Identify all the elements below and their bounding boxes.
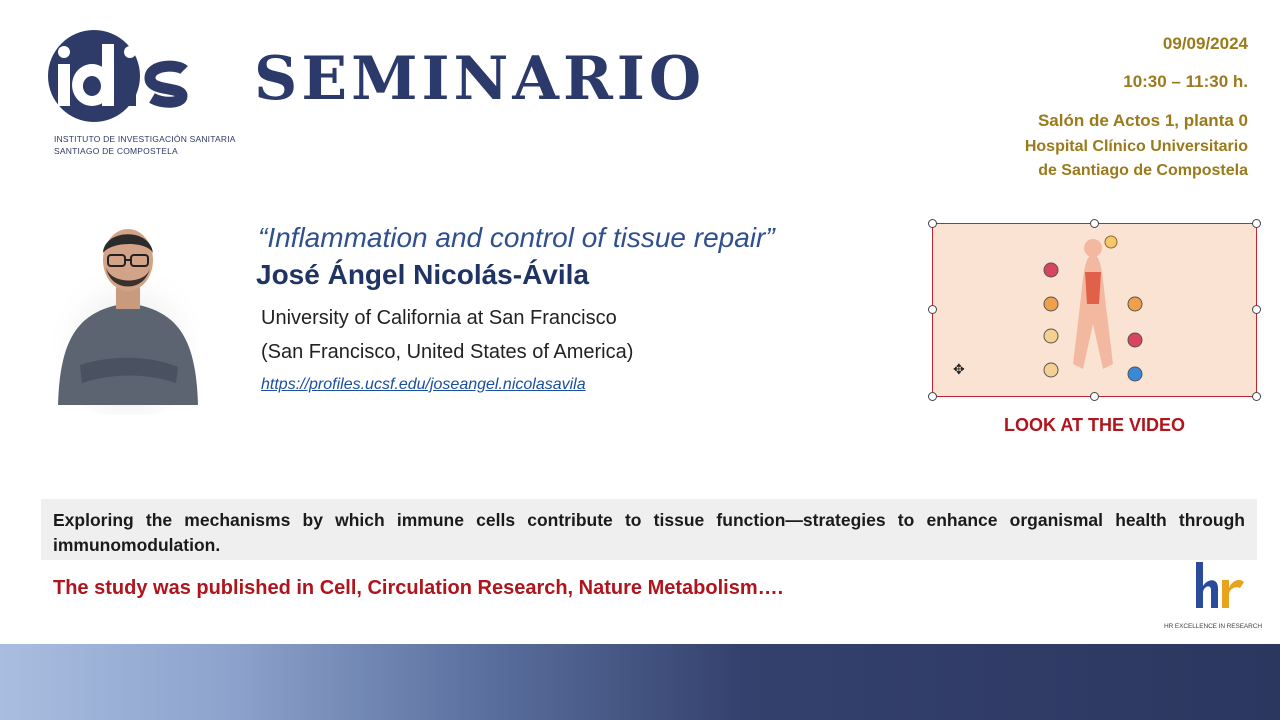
resize-handle[interactable] — [928, 392, 937, 401]
resize-handle[interactable] — [1090, 219, 1099, 228]
resize-handle[interactable] — [928, 219, 937, 228]
resize-handle[interactable] — [1090, 392, 1099, 401]
idis-logo-mark — [44, 30, 229, 122]
profile-link[interactable]: https://profiles.ucsf.edu/joseangel.nicolasavila — [261, 376, 586, 393]
idis-logo — [40, 28, 240, 158]
event-hospital-line2: de Santiago de Compostela — [1038, 162, 1248, 179]
logo-subtitle-line2: SANTIAGO DE COMPOSTELA — [54, 146, 178, 156]
affiliation-line1: University of California at San Francisco — [261, 307, 617, 329]
event-date: 09/09/2024 — [1162, 34, 1248, 53]
affiliation-line2: (San Francisco, United States of America) — [261, 341, 634, 363]
hr-logo-caption: HR EXCELLENCE IN RESEARCH — [1164, 623, 1262, 630]
video-thumbnail[interactable] — [932, 223, 1257, 397]
speaker-photo — [50, 215, 200, 415]
talk-title: “Inflammation and control of tissue repair” — [258, 222, 775, 253]
event-hospital-line1: Hospital Clínico Universitario — [1024, 138, 1248, 155]
event-room: Salón de Actos 1, planta 0 — [1037, 111, 1248, 130]
event-time: 10:30 – 11:30 h. — [1123, 72, 1248, 91]
video-label[interactable]: LOOK AT THE VIDEO — [1003, 415, 1185, 435]
summary-box: Exploring the mechanisms by which immune cells contribute to tissue function—strategies to enhance organismal health through immunomodulation. — [41, 499, 1257, 560]
resize-handle[interactable] — [1252, 305, 1261, 314]
resize-handle[interactable] — [1252, 392, 1261, 401]
svg-text:✥: ✥ — [953, 362, 965, 378]
resize-handle[interactable] — [1252, 219, 1261, 228]
macrophage-diagram — [933, 224, 1255, 395]
publication-note: The study was published in Cell, Circulation Research, Nature Metabolism…. — [53, 577, 784, 599]
footer-gradient-band — [0, 644, 1280, 720]
hr-excellence-logo — [1160, 560, 1266, 632]
speaker-name: José Ángel Nicolás-Ávila — [256, 259, 590, 290]
logo-subtitle-line1: INSTITUTO DE INVESTIGACIÓN SANITARIA — [54, 134, 236, 144]
resize-handle[interactable] — [928, 305, 937, 314]
page-title: SEMINARIO — [254, 44, 706, 114]
